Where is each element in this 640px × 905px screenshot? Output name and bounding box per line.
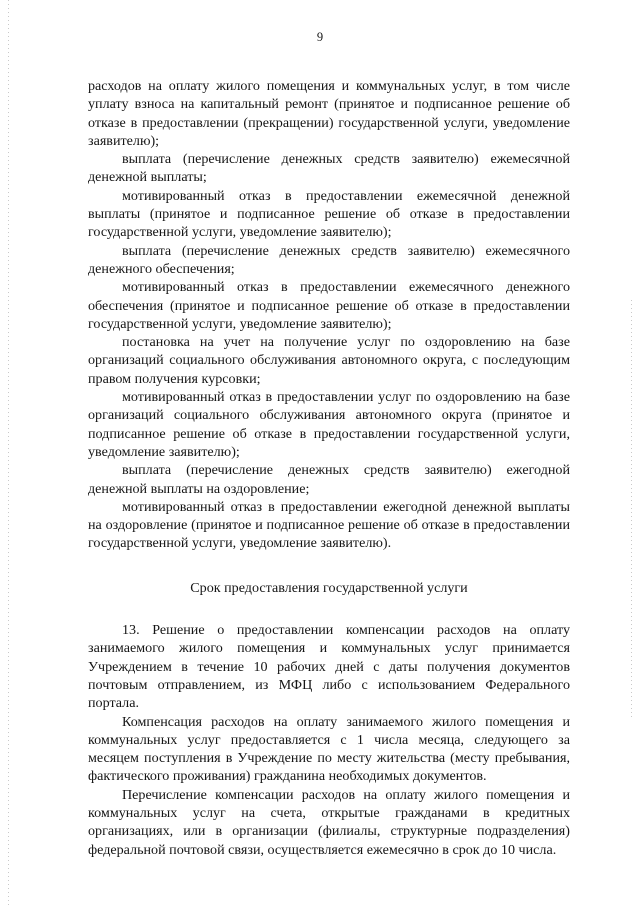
section-heading: Срок предоставления государственной услуги <box>190 579 468 596</box>
paragraph: выплата (перечисление денежных средств заявителю) ежемесячного денежного обеспечения; <box>88 242 570 277</box>
paragraph: мотивированный отказ в предоставлении ежемесячного денежного обеспечения (принятое и подписанное решение об отказе в предоставлении государственной услуги, уведомление заявителю); <box>88 279 570 332</box>
document-body <box>88 77 570 859</box>
scan-edge-mark-right <box>631 300 632 720</box>
paragraph: мотивированный отказ в предоставлении ежемесячной денежной выплаты (принятое и подписанное решение об отказе в предоставлении государственной услуги, уведомление заявителю); <box>88 187 570 241</box>
paragraph: постановка на учет на получение услуг по оздоровлению на базе организаций социального обслуживания автономного округа, с последующим правом получения курсовки; <box>88 334 570 387</box>
page-number: 9 <box>316 30 324 44</box>
paragraph: мотивированный отказ в предоставлении ежегодной денежной выплаты на оздоровление (принятое и подписанное решение об отказе в предоставлении государственной услуги, уведомление заявителю). <box>88 498 570 552</box>
paragraph: Компенсация расходов на оплату занимаемого жилого помещения и коммунальных услуг предоставляется с 1 числа месяца, следующего за месяцем поступления в Учреждение по месту жительства (месту пребывания, фактического проживания) гражданина необходимых документов. <box>88 713 570 785</box>
paragraph: расходов на оплату жилого помещения и коммунальных услуг, в том числе уплату взноса на капитальный ремонт (принятое и подписанное решение об отказе в предоставлении (прекращении) государственной услуги, уведомление заявителю); <box>88 78 570 149</box>
paragraph: мотивированный отказ в предоставлении услуг по оздоровлению на базе организаций социального обслуживания автономного округа (принятое и подписанное решение об отказе в предоставлении государственной услуги, уведомление заявителю); <box>88 389 570 460</box>
paragraph: Перечисление компенсации расходов на оплату жилого помещения и коммунальных услуг на счета, открытые гражданами в кредитных организациях, или в организации (филиалы, структурные подразделения) федеральной почтовой связи, осуществляется ежемесячно в срок до 10 числа. <box>88 786 570 858</box>
scan-edge-mark-left <box>8 0 9 905</box>
paragraph: выплата (перечисление денежных средств заявителю) ежегодной денежной выплаты на оздоровление; <box>88 462 570 497</box>
paragraph: 13. Решение о предоставлении компенсации расходов на оплату занимаемого жилого помещения и коммунальных услуг принимается Учреждением в течение 10 рабочих дней с даты получения документов почтовым отправлением, из МФЦ либо с использованием Федерального портала. <box>88 622 570 712</box>
paragraph: выплата (перечисление денежных средств заявителю) ежемесячной денежной выплаты; <box>88 151 570 186</box>
